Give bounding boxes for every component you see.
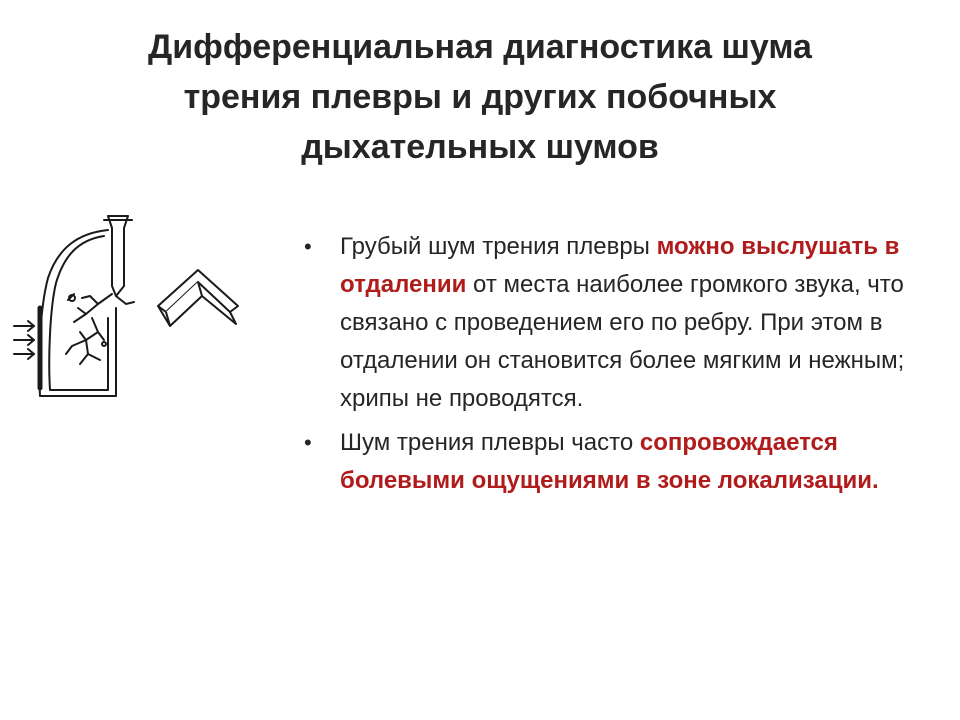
bullet-item-1 xyxy=(300,228,910,418)
bullet-2-accent: сопровождается болевыми ощущениями в зоне локализации. xyxy=(340,429,879,494)
bullet-marker: • xyxy=(304,430,312,455)
title-line-2: трения плевры и других побочных xyxy=(183,78,777,116)
rib-wedge-icon xyxy=(158,270,238,326)
bullet-1-accent: можно выслушать в отдалении xyxy=(340,233,900,298)
slide-title xyxy=(90,22,870,172)
lung-bronchi-sketch-icon xyxy=(14,216,134,396)
title-line-1: Дифференциальная диагностика шума xyxy=(148,28,812,66)
bullet-2-text-a: Шум трения плевры часто xyxy=(340,429,640,456)
bullet-1-text-a: Грубый шум трения плевры xyxy=(340,233,657,260)
bullet-marker: • xyxy=(304,234,312,259)
lung-illustration xyxy=(8,208,258,408)
bullet-1-text-b: от места наиболее громкого звука, что связано с проведением его по ребру. При этом в отдалении он становится более мягким и нежным; хрипы не проводятся. xyxy=(340,271,905,412)
bullet-item-2 xyxy=(300,424,910,500)
title-line-3: дыхательных шумов xyxy=(301,128,659,166)
bullet-list xyxy=(300,228,910,506)
